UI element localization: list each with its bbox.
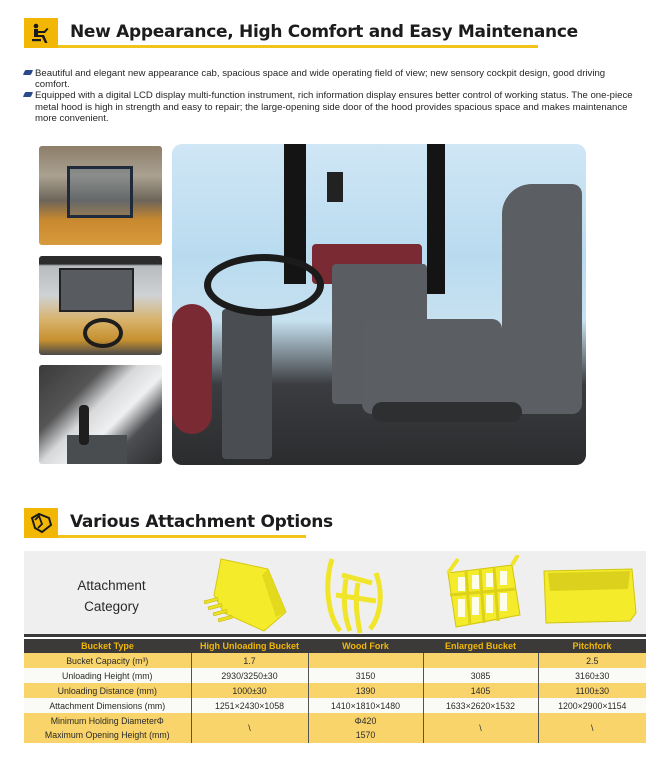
bucket-icon bbox=[24, 508, 58, 538]
table-row bbox=[24, 698, 646, 713]
photo-loader-front-view bbox=[39, 146, 162, 245]
attachment-category-label bbox=[64, 575, 159, 617]
seat-cushion bbox=[362, 319, 502, 414]
section-header-comfort bbox=[24, 18, 578, 48]
attachment-images-band bbox=[24, 551, 646, 637]
mirror-shape bbox=[327, 172, 343, 202]
row-label-line: Maximum Opening Height (mm) bbox=[44, 730, 170, 740]
operator-seat-icon bbox=[24, 18, 58, 48]
cell-line: Φ420 bbox=[354, 716, 377, 726]
photo-lcd-display-view bbox=[39, 256, 162, 355]
steering-column bbox=[222, 309, 272, 459]
table-cell: 1.7 bbox=[191, 653, 308, 668]
column-header: Pitchfork bbox=[538, 639, 646, 653]
row-label-line: Minimum Holding DiameterΦ bbox=[50, 716, 164, 726]
attachment-spec-table bbox=[24, 639, 646, 743]
bullet-marker-icon bbox=[24, 90, 35, 124]
table-row bbox=[24, 683, 646, 698]
row-label: Attachment Dimensions (mm) bbox=[24, 698, 191, 713]
cab-pillar bbox=[427, 144, 445, 294]
section-title-wrap bbox=[58, 18, 578, 48]
column-header: High Unloading Bucket bbox=[191, 639, 308, 653]
table-cell bbox=[423, 653, 538, 668]
column-header: Wood Fork bbox=[308, 639, 423, 653]
enlarged-bucket-image bbox=[442, 555, 524, 635]
feature-bullet-list bbox=[24, 68, 636, 124]
table-header-row bbox=[24, 639, 646, 653]
wood-fork-image bbox=[322, 555, 386, 635]
table-cell: 1100±30 bbox=[538, 683, 646, 698]
side-panel bbox=[172, 304, 212, 434]
row-label: Bucket Capacity (m³) bbox=[24, 653, 191, 668]
table-cell: 2.5 bbox=[538, 653, 646, 668]
table-cell bbox=[308, 713, 423, 743]
photo-cab-interior bbox=[172, 144, 586, 465]
label-line: Category bbox=[84, 599, 139, 614]
high-unloading-bucket-image bbox=[196, 557, 296, 633]
pitchfork-bucket-image bbox=[542, 565, 638, 625]
table-cell: 1200×2900×1154 bbox=[538, 698, 646, 713]
seat-back bbox=[502, 184, 582, 414]
section-title: New Appearance, High Comfort and Easy Maintenance bbox=[70, 21, 578, 42]
bullet-marker-icon bbox=[24, 68, 35, 90]
section-title-wrap bbox=[58, 508, 333, 538]
cab-shape bbox=[67, 166, 133, 218]
table-cell: 3085 bbox=[423, 668, 538, 683]
table-cell: 3150 bbox=[308, 668, 423, 683]
table-cell: \ bbox=[423, 713, 538, 743]
table-cell bbox=[308, 653, 423, 668]
console-shape bbox=[67, 435, 127, 464]
table-cell: 2930/3250±30 bbox=[191, 668, 308, 683]
lcd-screen-shape bbox=[59, 268, 134, 312]
table-cell: 1251×2430×1058 bbox=[191, 698, 308, 713]
bullet-item bbox=[24, 90, 636, 124]
table-cell: 1410×1810×1480 bbox=[308, 698, 423, 713]
bullet-item bbox=[24, 68, 636, 90]
row-label: Unloading Distance (mm) bbox=[24, 683, 191, 698]
steering-wheel-shape bbox=[83, 318, 123, 348]
table-cell: \ bbox=[538, 713, 646, 743]
bullet-text: Equipped with a digital LCD display multi-function instrument, rich information display ensures better control of working status. The one-piece metal hood is high in strength and easy to repair; the large-opening side door of the hood provides spacious space and makes maintenance more convenient. bbox=[35, 90, 633, 124]
photo-joystick-closeup bbox=[39, 365, 162, 464]
table-row bbox=[24, 653, 646, 668]
steering-wheel bbox=[204, 254, 324, 316]
bullet-text: Beautiful and elegant new appearance cab, spacious space and wide operating field of view; new sensory cockpit design, good driving comfort. bbox=[35, 68, 606, 91]
cell-line: 1570 bbox=[355, 730, 376, 740]
table-cell: 3160±30 bbox=[538, 668, 646, 683]
seat-base bbox=[372, 402, 522, 422]
table-cell: 1390 bbox=[308, 683, 423, 698]
row-label: Unloading Height (mm) bbox=[24, 668, 191, 683]
label-line: Attachment bbox=[77, 578, 146, 593]
table-cell: \ bbox=[191, 713, 308, 743]
section-title: Various Attachment Options bbox=[70, 511, 333, 532]
table-cell: 1405 bbox=[423, 683, 538, 698]
joystick-shape bbox=[79, 405, 89, 445]
column-header: Bucket Type bbox=[24, 639, 191, 653]
table-row bbox=[24, 713, 646, 743]
column-header: Enlarged Bucket bbox=[423, 639, 538, 653]
table-cell: 1633×2620×1532 bbox=[423, 698, 538, 713]
table-cell: 1000±30 bbox=[191, 683, 308, 698]
row-label bbox=[24, 713, 191, 743]
table-row bbox=[24, 668, 646, 683]
section-header-attachments bbox=[24, 508, 333, 538]
